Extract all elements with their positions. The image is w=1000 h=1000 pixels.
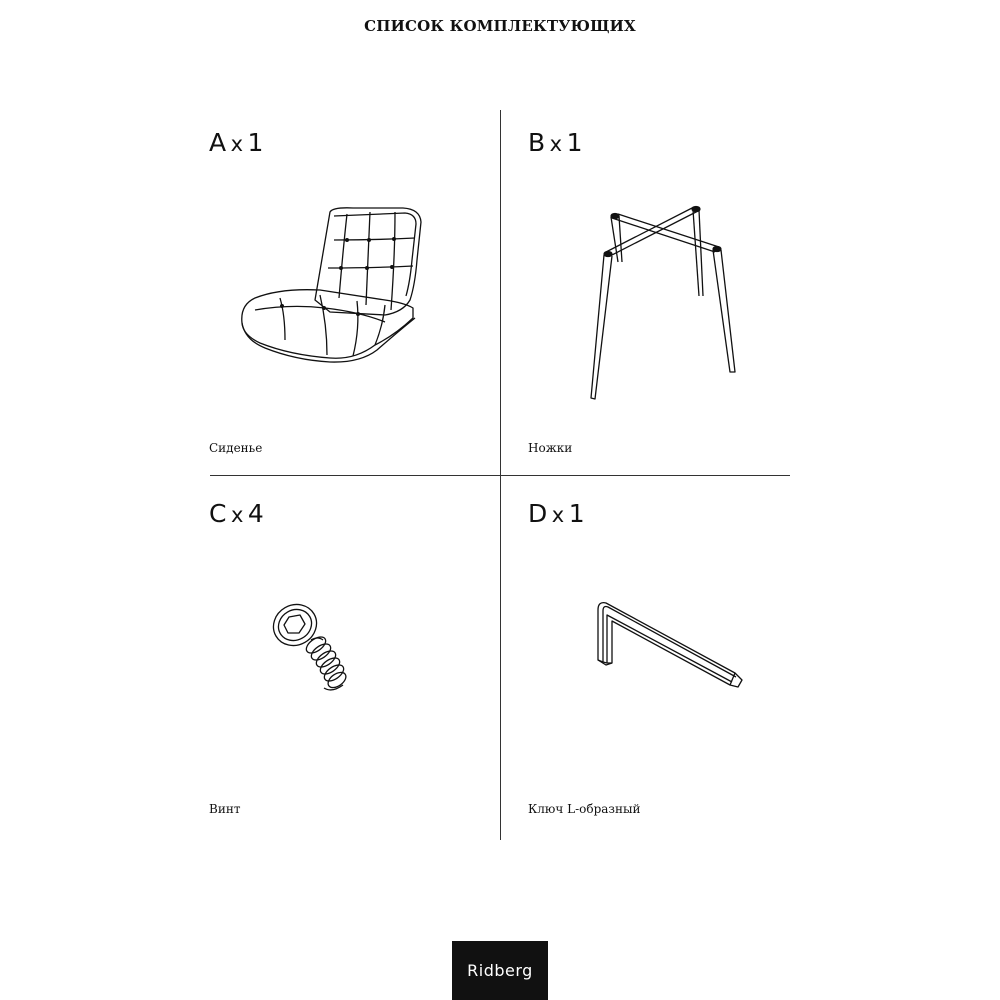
screw-icon: [268, 600, 358, 700]
part-a-name: Сиденье: [209, 441, 263, 455]
part-a-letter: A: [209, 128, 227, 157]
part-a-multiplier: x: [230, 132, 244, 156]
brand-logo: [452, 941, 548, 1000]
part-c-letter: C: [209, 499, 227, 528]
part-b-letter: B: [528, 128, 546, 157]
part-d-multiplier: x: [551, 503, 565, 527]
part-d-letter: D: [528, 499, 548, 528]
part-b-name: Ножки: [528, 441, 573, 455]
part-d-name: Ключ L-образный: [528, 802, 641, 816]
part-d-qty: 1: [568, 499, 586, 528]
brand-name: Ridberg: [467, 961, 533, 980]
part-c-qty: 4: [247, 499, 265, 528]
part-c-name: Винт: [209, 802, 241, 816]
part-b-qty: 1: [566, 128, 583, 157]
part-d-code: [528, 499, 585, 528]
part-b-code: [528, 128, 583, 157]
part-c-code: [209, 499, 264, 528]
part-c-multiplier: x: [230, 503, 244, 527]
chair-legs-icon: [580, 200, 750, 410]
allen-key-icon: [590, 595, 750, 695]
horizontal-divider: [210, 475, 790, 476]
part-a-code: [209, 128, 264, 157]
page-title: СПИСОК КОМПЛЕКТУЮЩИХ: [364, 17, 636, 35]
part-b-multiplier: x: [549, 132, 563, 156]
part-a-qty: 1: [247, 128, 264, 157]
chair-seat-icon: [235, 200, 435, 365]
